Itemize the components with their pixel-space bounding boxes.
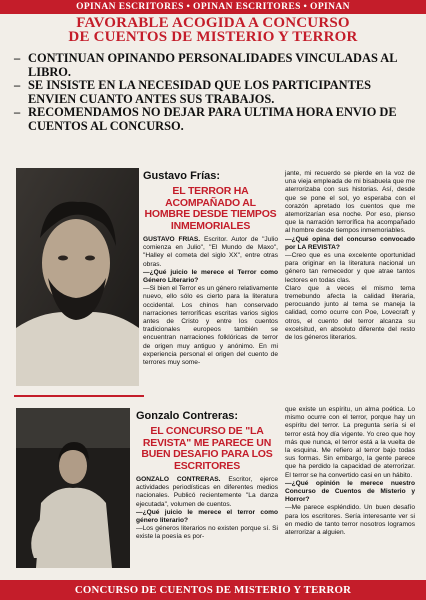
article-title: EL CONCURSO DE "LA REVISTA" ME PARECE UN BUEN DESAFIO PARA LOS ESCRITORES [141, 425, 273, 472]
intro-paragraph: GUSTAVO FRIAS. Escritor. Autor de "Julio comienza en Julio", "El Mundo de Maxo", "Halley el cometa del siglo XX", entre otras obras. [143, 236, 278, 268]
portrait-photo-gustavo [16, 168, 139, 386]
bullet-item: – CONTINUAN OPINANDO PERSONALIDADES VINCULADAS AL LIBRO. [14, 52, 420, 79]
top-banner: OPINAN ESCRITORES • OPINAN ESCRITORES • OPINAN [0, 0, 426, 14]
question: —¿Qué opinión le merece nuestro Concurso de Cuentos de Misterio y Horror? [285, 479, 415, 504]
interviewee-name: Gonzalo Contreras: [136, 410, 239, 422]
bullet-item: – RECOMENDAMOS NO DEJAR PARA ULTIMA HORA ENVIO DE CUENTOS AL CONCURSO. [14, 106, 420, 133]
answer: Claro que a veces el mismo tema tremebundo afecta la calidad literaria, perocuando junto al tema se maneja la calidad, como ocurre con Poe, Lovecraft y otros, el cuento del terror alcanza su excelsitud, en absoluto diferente del resto de los géneros literarios. [285, 284, 415, 342]
bullet-item: – SE INSISTE EN LA NECESIDAD QUE LOS PARTICIPANTES ENVIEN CUANTO ANTES SUS TRABAJOS. [14, 79, 420, 106]
answer: —Me parece espléndido. Un buen desafío para los escritores. Sería interesante ver si en medio de tanto terror nosotros logramos aterrorizar a alguien. [285, 504, 415, 537]
article-2-column-1 [136, 410, 278, 542]
article-1-column-2 [285, 170, 415, 342]
question: —¿Qué juicio le merece el terror como género literario? [136, 508, 278, 525]
answer: que existe un espíritu, un alma poética. Lo mismo ocurre con el terror, porque hay un espíritu del terror. La pregunta sería si el terror está hoy día vigente. Yo creo que hoy más que nunca, el terror está a la vuelta de la esquina. Me refiero al terror bajo todas sus formas. Sin embargo, la gente parece que ha perdido la capacidad de aterrorizar. El terror se ha convertido casi en un hábito. [285, 406, 415, 479]
intro-name: GUSTAVO FRIAS. [143, 236, 201, 243]
answer: jante, mi recuerdo se pierde en la voz de una vieja empleada de mi bisabuela que me aterrorizaba con sus historias. Así, desde que se pone el sol, yo esperaba con el corazón apretado los cuentos que me atemorizarían esa noche. Por eso, pienso que la narración terrorífica ha acompañado al hombre desde tiempos inmemoriables. [285, 170, 415, 235]
headline-line-1: FAVORABLE ACOGIDA A CONCURSO [76, 15, 350, 31]
section-divider [14, 395, 144, 397]
portrait-photo-gonzalo [16, 408, 130, 568]
bottom-banner: CONCURSO DE CUENTOS DE MISTERIO Y TERROR [0, 580, 426, 600]
answer: —Los géneros literarios no existen porque sí. Si existe la poesía es por- [136, 525, 278, 541]
bullet-list [14, 52, 420, 134]
article-title: EL TERROR HA ACOMPAÑADO AL HOMBRE DESDE TIEMPOS INMEMORIALES [144, 185, 277, 232]
headline-line-2: DE CUENTOS DE MISTERIO Y TERROR [68, 29, 358, 45]
intro-paragraph: GONZALO CONTRERAS. Escritor, ejerce actividades periodísticas en diferentes medios nacionales. Publicó recientemente "La danza ejecutada", volumen de cuentos. [136, 476, 278, 508]
headline [8, 16, 418, 44]
interviewee-name: Gustavo Frías: [143, 170, 221, 182]
question: —¿Qué opina del concurso convocado por LA REVISTA? [285, 235, 415, 251]
intro-name: GONZALO CONTRERAS. [136, 476, 221, 483]
question: —¿Qué juicio le merece el Terror como Género Literario? [143, 268, 278, 285]
answer: —Creo que es una excelente oportunidad para originar en la literatura nacional un género tan remecedor y que atrae tantos lectores en todas clas. [285, 252, 415, 284]
article-2-column-2 [285, 406, 415, 537]
article-1-column-1 [143, 170, 278, 367]
answer: —Si bien el Terror es un género relativamente nuevo, ello sólo es cierto para la literatura occidental. Los chinos han conservado narraciones terroríficas escritas varios siglos antes de Cristo y entre los cuentos tradicionales europeos también se encuentran narraciones folklóricas de terror de origen muy antiguo y anónimo. En mi experiencia personal el origen del cuento de terrores muy some- [143, 285, 278, 367]
